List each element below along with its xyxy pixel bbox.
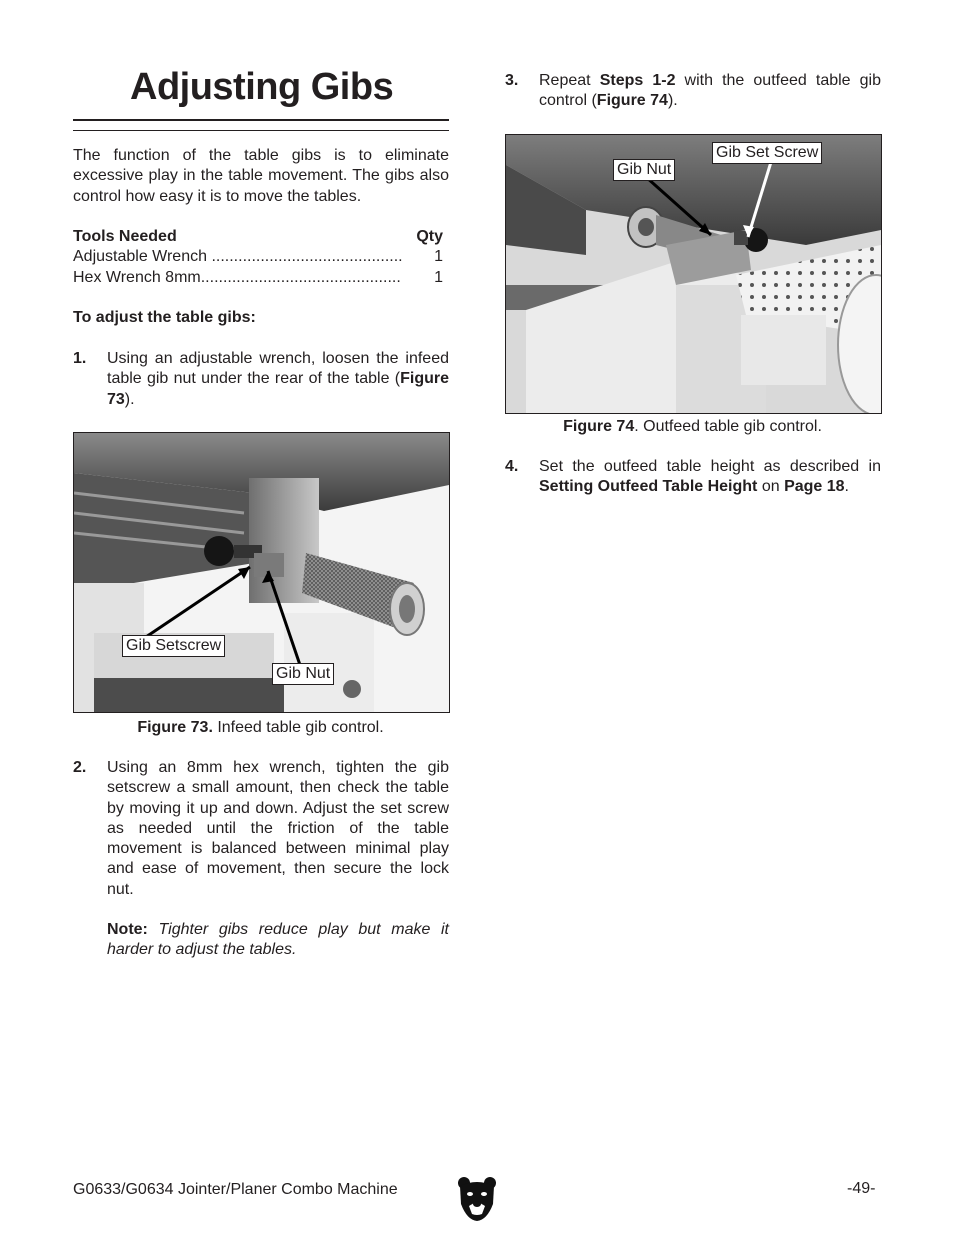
callout-gib-nut: Gib Nut: [272, 663, 334, 685]
note: [107, 920, 449, 961]
callout-gib-nut: Gib Nut: [613, 159, 675, 181]
caption-label: Figure 74: [563, 418, 635, 435]
figure-73-caption: [73, 718, 448, 738]
dot-leader: .............................................: [200, 268, 401, 286]
title-rule-thick: [73, 119, 449, 121]
step-number: 3.: [505, 72, 519, 89]
step-text-mid: with the outfeed table gib control (: [539, 72, 882, 110]
step-number: 4.: [505, 458, 519, 475]
step-2: [73, 758, 449, 900]
tool-qty: 1: [434, 268, 443, 286]
note-text: Tighter gibs reduce play but make it harder to adjust the tables.: [107, 921, 449, 959]
step-text: Repeat: [539, 72, 600, 89]
steps-reference: Steps 1-2: [599, 72, 676, 89]
caption-label: Figure 73.: [137, 719, 213, 736]
page-title: Adjusting Gibs: [130, 66, 394, 108]
step-text-end: .: [844, 478, 849, 496]
bear-logo-icon: [457, 1176, 497, 1222]
procedure-heading: To adjust the table gibs:: [73, 309, 256, 326]
tool-name: Hex Wrench 8mm: [73, 268, 201, 286]
step-number: 2.: [73, 759, 87, 776]
step-text: Using an adjustable wrench, loosen the infeed table gib nut under the rear of the table (: [107, 350, 449, 388]
step-1: [73, 349, 449, 410]
tool-row: [73, 247, 443, 267]
section-reference: Setting Outfeed Table Height: [539, 478, 758, 496]
caption-text: Infeed table gib control.: [212, 719, 384, 736]
figure-reference: Figure 74: [596, 92, 668, 110]
step-text: Set the outfeed table height as described in: [539, 458, 881, 475]
outfeed-gib-photo-illustration: [506, 135, 881, 413]
tool-row: [73, 268, 443, 288]
tools-header: Tools Needed: [73, 228, 177, 245]
page-number: -49-: [847, 1180, 876, 1197]
step-4: [505, 457, 881, 498]
tools-header-row: [73, 227, 443, 247]
footer-model: G0633/G0634 Jointer/Planer Combo Machine: [73, 1181, 398, 1198]
qty-header: Qty: [416, 228, 443, 245]
dot-leader: ...........................................: [207, 248, 403, 266]
note-label: Note:: [107, 921, 148, 938]
tool-name: Adjustable Wrench: [73, 248, 207, 266]
caption-text: . Outfeed table gib control.: [634, 418, 822, 435]
step-text-mid: on: [757, 478, 785, 496]
tools-needed-list: [73, 227, 443, 288]
step-text-end: ).: [124, 390, 135, 408]
title-rule-thin: [73, 130, 449, 131]
figure-74-caption: [505, 417, 880, 437]
step-text-end: ).: [667, 92, 678, 110]
intro-paragraph: The function of the table gibs is to eliminate excessive play in the table movement. The gibs also control how easy it is to move the tables.: [73, 147, 449, 205]
step-text: Using an 8mm hex wrench, tighten the gib setscrew a small amount, then check the table by moving it up and down. Adjust the set screw as needed until the friction of the table movement is balanced between minimal play and ease of movement, then secure the lock nut.: [107, 759, 449, 898]
step-3: [505, 71, 881, 112]
figure-reference: Figure 73: [107, 370, 449, 408]
infeed-gib-photo-illustration: [74, 433, 449, 712]
step-number: 1.: [73, 350, 87, 367]
page-reference: Page 18: [784, 478, 845, 496]
figure-74-photo: [505, 134, 882, 414]
tool-qty: 1: [434, 248, 443, 266]
figure-73-photo: [73, 432, 450, 713]
callout-gib-setscrew: Gib Setscrew: [122, 635, 225, 657]
callout-gib-set-screw: Gib Set Screw: [712, 142, 822, 164]
